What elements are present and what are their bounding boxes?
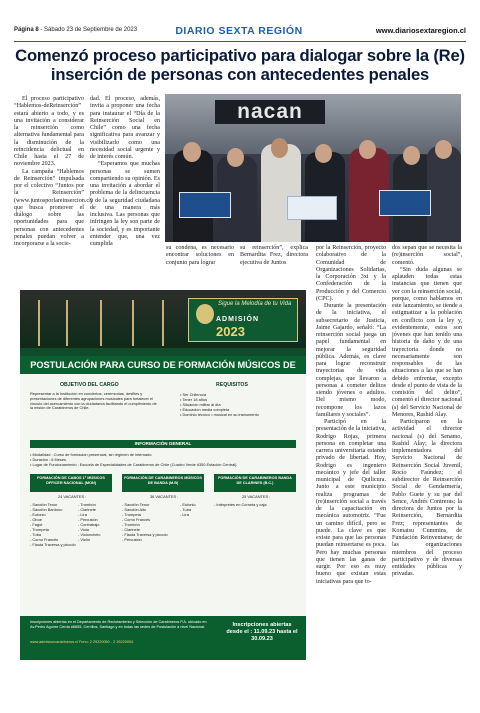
music-stand (162, 300, 164, 346)
photo-strip-text-2 (240, 245, 308, 267)
paragraph: su condena, es necesario encontrar soluciones en conjunto para lograr (166, 245, 234, 266)
paragraph: Durante la presentación de la iniciativa, el subsecretario de Justicia, Jaime Gajardo, señaló: “La reinserción social juega un papel fundamental en mejorar la seguridad pública. Además, es clave para lograr reconstruir trayectorias de vida complejas, que llevaron a personas a cometer delitos siendo jóvenes o adultos. Del mismo modo, recompone los lazos familiares y sociales”. (316, 303, 386, 418)
paragraph: dos sepan que se necesita la (re)inserción social”, comentó. (392, 245, 462, 266)
paragraph: La campaña “Hablemos de Reinserción” impulsada por el colectivo “Juntos por la Reinserción” (www.juntosporlareinsercion.cl) que busca promover el diálogo sobre las oportunidades para que personas con antecedentes penales puedan volver a incorporarse a la socie- (14, 168, 93, 247)
music-stand (38, 300, 40, 346)
article-column-5 (392, 245, 462, 579)
campaign-sign (179, 192, 231, 218)
masthead-rule (14, 41, 466, 42)
admision-year: 2023 (216, 324, 245, 339)
ad-title: POSTULACIÓN PARA CURSO DE FORMACIÓN MÚSICOS DE (20, 356, 306, 374)
instrument-list: - Eufonio - Tuba - Lira (180, 502, 196, 517)
photo-person-head (183, 142, 201, 162)
ad-body (20, 374, 306, 660)
course-box-mon: FORMACIÓN DE CABOS 1º MÚSICOS OFFICER NACIONAL (MON) (30, 474, 112, 492)
photo-person-head (227, 148, 244, 167)
photo-person-head (435, 140, 452, 159)
page-date-line (14, 27, 137, 33)
music-stand (66, 300, 68, 346)
vacancies-bc: 25 VACANTES : (242, 494, 271, 499)
website-link[interactable]: www.diariosextaregion.cl (375, 26, 466, 35)
footer-info: Inscripciones abiertas en el Departamento de Reclutamiento y Selección de Carabineros P.A. ubicado en Av.Pedro Aguirre Cerda #6655, Cerrillos, Santiago y en todas las sedes de Postulación a nivel Nacional. (30, 620, 207, 629)
section-title: DIARIO SEXTA REGIÓN (175, 25, 303, 37)
article-column-2 (90, 96, 160, 248)
requisitos-heading: REQUISITOS (216, 382, 248, 388)
photo-person-head (359, 140, 376, 159)
vacancies-mb: 36 VACANTES : (150, 494, 179, 499)
photo-person (261, 144, 301, 242)
instrument-list: - Trombón - Clarinete - Lira - Percusión - Contrabajo - Viola - Violonchelo - Violín (78, 502, 101, 542)
instrument-list: - Saxofón Tenor - Saxofón Alto - Trompeta - Corno Francés - Trombón - Clarinete - Flauta Traversa y piccolo - Percusión (122, 502, 168, 542)
photo-strip-text-1 (166, 245, 234, 267)
photo-person-head (315, 144, 332, 163)
instrument-list: - Saxofón Tenor - Saxofón Barítono - Eufonio - Oboe - Fagot - Trompeta - Tuba - Corno Francés - Flauta Traversa y piccolo (30, 502, 76, 547)
course-box-bc: FORMACIÓN DE CARABINEROS BANDA DE CLARINES (B.C.) (214, 474, 296, 492)
photo-person (427, 146, 461, 242)
paragraph: dad. El proceso, además, invita a proponer una fecha para instaurar el “Día de la Reinserción Social en Chile” como una fecha significativa para avanzar y visibilizarlo como una necesidad social urgente y de interés común. (90, 96, 160, 160)
objetivo-heading: OBJETIVO DEL CARGO (60, 382, 119, 388)
page-number: Página 8 (14, 27, 39, 33)
article-column-1 (14, 96, 93, 248)
info-text: • Modalidad : Curso de formación presencial, sin régimen de internado. • Duración : 6 Meses. • Lugar de Funcionamiento : Escuela de Especialidades de Carabineros de Chile (Cuadro Verde #350 Estación Central). (30, 452, 238, 467)
footer-contact[interactable]: www.admisioncarabineros.cl Fono: 2 29220050 - 2 29220054 (30, 640, 134, 644)
paragraph: “Esperamos que muchas personas se sumen compartiendo su opinión. Es una invitación a abordar el problema de la delincuencia y de la seguridad ciudadana de una manera más inclusiva. Las personas que infringen la ley son parte de la sociedad, y es importante entender que, una vez cumplida (90, 161, 160, 247)
paragraph: El proceso participativo “Hablemos-deReinserción” estará abierto a todo, y es una invitación a considerar la reinserción como alternativa fundamental para la disminución de la reincidencia delictual en Chile hasta el 27 de noviembre 2023. (14, 96, 84, 168)
carabineros-ad (20, 290, 306, 660)
headline: Comenzó proceso participativo para dialogar sobre la (Re) inserción de personas con antecedentes penales (15, 46, 465, 84)
event-photo (165, 94, 461, 242)
paragraph: Participó en la presentación de la iniciativa, Rodrigo Rojas, primera persona en completar una carrera universitaria estando privado de libertad. Hoy, Rodrigo es ingeniero mecánico y jefe del taller municipal de Quilicura. Junto a este municipio realiza programas de (re)inserción social a través de la capacitación en mecánica automotriz. “Fue un camino difícil, pero se puede. La clave es que existe para que las personas puedan reinsertarse es poca. Pero hay muchas personas que tienen las ganas de surgir. Por eso es muy bueno que existan estas iniciativas para que to- (316, 419, 386, 585)
vacancies-mon: 24 VACANTES : (58, 494, 87, 499)
campaign-sign (379, 190, 431, 216)
ad-footer (20, 616, 306, 660)
paragraph: su reinserción”, explica Bernardita Frez, directora ejecutiva de Juntos (240, 245, 308, 266)
masthead (14, 25, 466, 41)
issue-date: - Sábado 23 de Septiembre de 2023 (38, 27, 138, 33)
orchestra-photo (20, 290, 306, 348)
enrollment-dates: Inscripciones abiertas desde el : 11.09.23 hasta el 30.09.23 (226, 622, 298, 642)
objetivo-text: Representar a la Institución en conciertos, ceremonias, desfiles y presentaciones de diferentes agrupaciones musicales para fortalecer el vínculo del acercamiento con la ciudadanía facilitando el cumplimiento de la misión de Carabineros de Chile. (30, 391, 157, 411)
ad-slogan: Sigue la Melodía de tu Vida (218, 301, 292, 307)
music-stand (100, 300, 102, 346)
music-stand (132, 300, 134, 346)
requisitos-list: • Ser Chileno/a • Tener 18 años • Situación militar al día • Educación media completa • Dominio técnico • musical en su instrumento (180, 392, 259, 417)
campaign-sign (287, 196, 337, 220)
paragraph: por la Reinserción, proyecto colaborativo de la Comunidad de Organizaciones Solidarias, la Corporación 3xi y la Confederación de la Producción y del Comercio (CPC). (316, 245, 386, 302)
photo-person-head (271, 138, 288, 158)
photo-person-head (403, 146, 420, 165)
paragraph: Participaron en la actividad el director nacional (s) del Senamo, Rashid Alay; la directora implementadora del Servicio Nacional de Reinserción Social Juvenil, Rocío Faúndez; el subdirector de Reinserción Social de Gendarmería, Pablo Guete y su par del Sence, Andrés Contreras; la directora de Juntos por la Reinserción, Bernardita Frez; representantes de Komatsu Cummins, de Fundación Reinventarse; de las organizaciones miembros del proceso participativo y de diversas entidades públicas y privadas. (392, 419, 462, 578)
admision-label: ADMISIÓN (216, 316, 259, 323)
paragraph: “Sin duda algunas se aplauden todas estas instancias que tienen que ver con la reinserción social, porque, como hablamos en este lanzamiento, se tiende a estigmatizar a la población en conflicto con la ley y, evidentemente, estos son jóvenes que han tenido una historia de daño y de una trayectoria donde no necesariamente son responsables de las situaciones a las que se han debido enfrentar, excepto desde el punto de vista de la comisión del delito”, comentó el director nacional (s) del Servicio Nacional de Menores, Rashid Alay. (392, 266, 462, 418)
instrument-list: - Intérpretes en Corneta y caja (214, 502, 267, 507)
venue-sign: nacan (215, 100, 325, 124)
carabineros-logo (196, 304, 214, 324)
info-heading: INFORMACIÓN GENERAL (30, 440, 296, 448)
course-box-mb: FORMACIÓN DE CARABINEROS MÚSICOS DE BANDA (M.B) (122, 474, 204, 492)
article-column-4 (316, 245, 386, 586)
